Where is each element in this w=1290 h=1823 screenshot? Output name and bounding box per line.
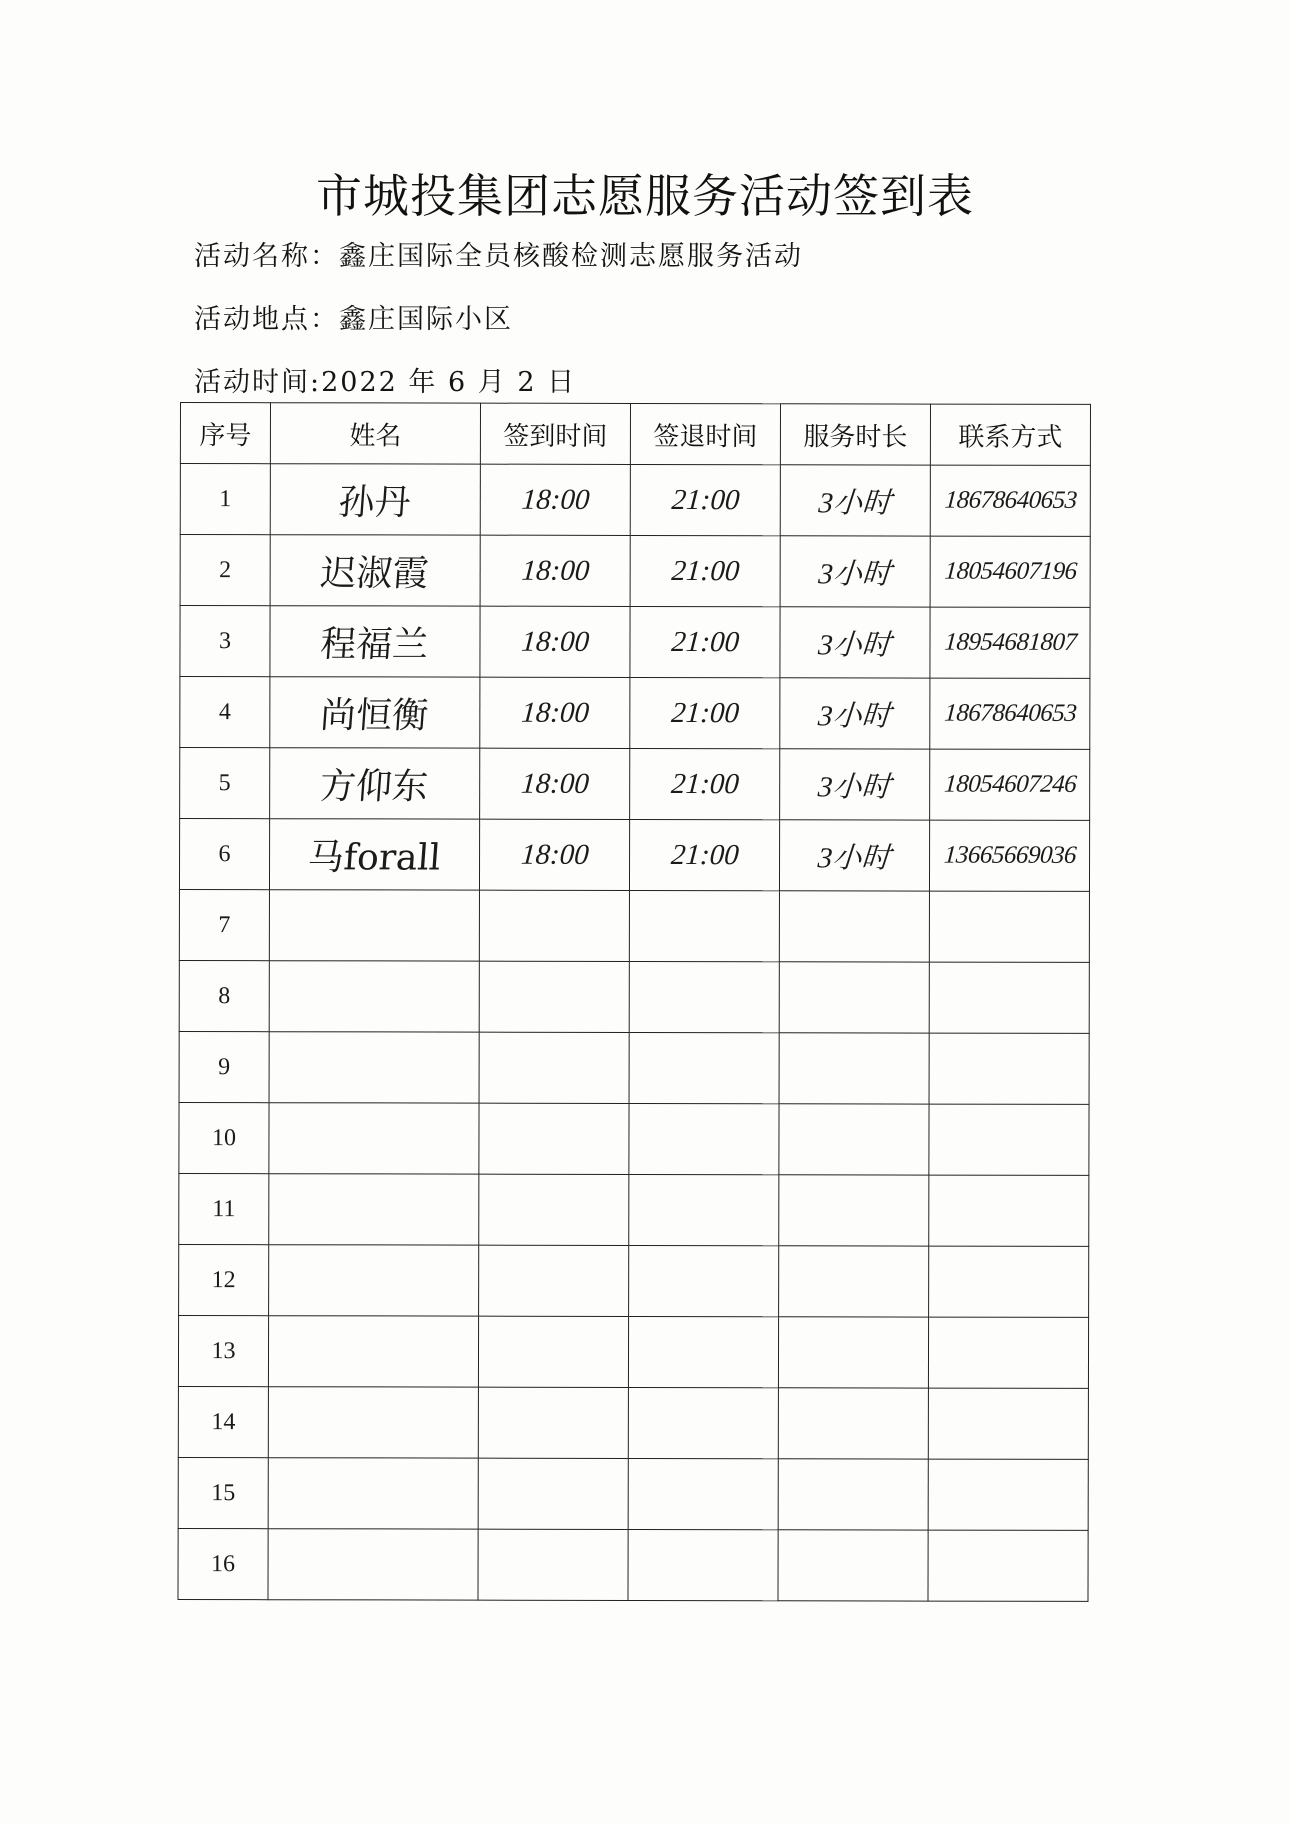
cell-duration <box>779 891 929 962</box>
cell-duration <box>778 1317 928 1388</box>
cell-sign-in <box>478 1458 628 1529</box>
cell-contact <box>929 1104 1089 1175</box>
cell-index <box>179 1173 269 1244</box>
cell-name <box>270 535 480 606</box>
cell-contact <box>928 1388 1088 1459</box>
cell-duration <box>779 1175 929 1246</box>
cell-contact <box>929 820 1089 891</box>
cell-index <box>178 1457 268 1528</box>
cell-contact-text: 18678640653 <box>942 699 1077 727</box>
cell-duration <box>779 1246 929 1317</box>
cell-name <box>270 748 480 819</box>
cell-sign-out <box>628 1387 778 1458</box>
cell-duration <box>780 536 930 607</box>
cell-sign-out <box>630 464 780 535</box>
cell-name <box>270 677 480 748</box>
cell-sign-out <box>628 1316 778 1387</box>
cell-duration-text: 3小时 <box>817 486 893 519</box>
cell-name <box>268 1529 478 1600</box>
cell-duration <box>779 820 929 891</box>
table-row <box>178 1315 1088 1388</box>
cell-contact <box>928 1317 1088 1388</box>
cell-duration <box>779 1104 929 1175</box>
cell-contact-text: 18054607246 <box>942 770 1077 798</box>
cell-contact-text: 18954681807 <box>943 628 1078 656</box>
activity-time: 活动时间:2022 年 6 月 2 日 <box>194 367 577 398</box>
cell-name-text: 孙丹 <box>337 481 413 523</box>
cell-index-text: 13 <box>211 1337 236 1364</box>
cell-index <box>179 1244 269 1315</box>
cell-index <box>178 1528 268 1599</box>
cell-name <box>268 1458 478 1529</box>
cell-index <box>179 819 269 890</box>
table-row <box>178 1528 1088 1601</box>
table-row <box>179 960 1089 1033</box>
cell-duration-text: 3小时 <box>817 628 893 661</box>
cell-sign-out <box>629 819 779 890</box>
cell-index-text: 3 <box>218 627 232 654</box>
table-row <box>179 1244 1089 1317</box>
cell-duration-text: 3小时 <box>817 557 893 590</box>
cell-duration <box>778 1459 928 1530</box>
cell-name <box>269 819 479 890</box>
cell-sign-out <box>630 748 780 819</box>
header-duration: 服务时长 <box>780 404 930 465</box>
cell-contact <box>929 1033 1089 1104</box>
cell-index-text: 12 <box>211 1266 236 1293</box>
table-row <box>180 606 1090 679</box>
cell-sign-in <box>478 1387 628 1458</box>
cell-index-text: 15 <box>211 1479 236 1506</box>
cell-sign-out <box>628 1458 778 1529</box>
cell-sign-in-text: 18:00 <box>519 696 590 729</box>
cell-sign-in <box>479 1103 629 1174</box>
cell-sign-in <box>479 961 629 1032</box>
cell-name <box>270 606 480 677</box>
cell-name <box>269 1174 479 1245</box>
cell-contact-text: 18678640653 <box>943 486 1078 514</box>
table-row <box>179 890 1089 963</box>
cell-index <box>180 748 270 819</box>
cell-contact <box>928 1530 1088 1601</box>
cell-sign-in <box>479 1032 629 1103</box>
cell-duration-text: 3小时 <box>817 770 892 803</box>
cell-index <box>180 535 270 606</box>
cell-index-text: 10 <box>211 1124 236 1151</box>
cell-index <box>179 1031 269 1102</box>
cell-contact <box>929 1175 1089 1246</box>
cell-duration <box>779 962 929 1033</box>
cell-index <box>180 464 270 535</box>
cell-duration-text: 3小时 <box>816 841 892 874</box>
cell-sign-in-text: 18:00 <box>520 625 591 658</box>
cell-sign-in <box>479 1174 629 1245</box>
cell-sign-out <box>629 1032 779 1103</box>
table-row <box>180 464 1090 537</box>
cell-sign-out <box>628 1529 778 1600</box>
cell-sign-in <box>480 677 630 748</box>
cell-sign-in <box>480 535 630 606</box>
cell-duration <box>780 749 930 820</box>
cell-sign-out <box>630 677 780 748</box>
cell-duration <box>780 607 930 678</box>
cell-name-text: 方仰东 <box>318 765 430 808</box>
cell-index-text: 6 <box>218 840 231 867</box>
cell-sign-out <box>629 961 779 1032</box>
cell-sign-out <box>629 1103 779 1174</box>
table-row <box>179 1173 1089 1246</box>
cell-duration-text: 3小时 <box>817 699 893 732</box>
header-contact: 联系方式 <box>930 404 1090 465</box>
cell-sign-out-text: 21:00 <box>669 838 740 871</box>
cell-contact <box>930 607 1090 678</box>
cell-index <box>179 890 269 961</box>
cell-sign-in <box>479 819 629 890</box>
cell-contact <box>928 1459 1088 1530</box>
table-row <box>179 819 1089 892</box>
table-row <box>178 1457 1088 1530</box>
table-row <box>180 535 1090 608</box>
cell-index-text: 7 <box>218 911 231 938</box>
cell-name <box>269 1032 479 1103</box>
cell-name <box>268 1387 478 1458</box>
header-index: 序号 <box>180 403 270 464</box>
table-row <box>180 677 1090 750</box>
table-row <box>179 1102 1089 1175</box>
cell-sign-out-text: 21:00 <box>670 625 741 658</box>
cell-name-text: 迟淑霞 <box>319 552 431 595</box>
cell-index <box>178 1315 268 1386</box>
cell-name <box>269 890 479 961</box>
cell-sign-out <box>630 535 780 606</box>
table-row <box>180 748 1090 821</box>
cell-sign-in <box>479 1245 629 1316</box>
cell-name <box>270 464 480 535</box>
cell-name <box>269 961 479 1032</box>
cell-contact <box>930 678 1090 749</box>
cell-index-text: 1 <box>219 485 232 512</box>
cell-duration <box>778 1388 928 1459</box>
cell-index <box>180 606 270 677</box>
cell-sign-in-text: 18:00 <box>520 483 591 516</box>
cell-contact <box>929 962 1089 1033</box>
cell-duration <box>779 1033 929 1104</box>
cell-sign-in <box>478 1529 628 1600</box>
cell-contact <box>930 536 1090 607</box>
header-sign-in: 签到时间 <box>480 403 630 464</box>
cell-name-text: 马forall <box>306 836 443 879</box>
cell-duration <box>780 678 930 749</box>
cell-sign-in <box>479 890 629 961</box>
activity-name: 活动名称：鑫庄国际全员核酸检测志愿服务活动 <box>194 241 803 272</box>
activity-location: 活动地点：鑫庄国际小区 <box>194 304 513 335</box>
cell-sign-out <box>630 606 780 677</box>
cell-name-text: 尚恒衡 <box>319 694 431 737</box>
cell-contact <box>930 749 1090 820</box>
cell-index <box>179 1102 269 1173</box>
cell-sign-out-text: 21:00 <box>670 554 741 587</box>
cell-sign-in <box>480 606 630 677</box>
cell-name <box>268 1316 478 1387</box>
cell-sign-out <box>629 1245 779 1316</box>
header-sign-out: 签退时间 <box>630 403 780 464</box>
cell-duration <box>778 1530 928 1601</box>
cell-sign-in-text: 18:00 <box>519 838 590 871</box>
cell-sign-in-text: 18:00 <box>519 767 590 800</box>
cell-name <box>269 1245 479 1316</box>
cell-index <box>178 1386 268 1457</box>
cell-sign-in-text: 18:00 <box>520 554 591 587</box>
cell-index-text: 4 <box>218 698 231 725</box>
cell-sign-in <box>480 748 630 819</box>
header-name: 姓名 <box>270 403 480 464</box>
cell-index-text: 5 <box>218 769 231 796</box>
cell-name <box>269 1103 479 1174</box>
cell-index-text: 2 <box>219 556 232 583</box>
cell-sign-out <box>629 1174 779 1245</box>
cell-contact-text: 13665669036 <box>942 841 1077 869</box>
table-header-row <box>180 403 1090 466</box>
cell-sign-in <box>480 464 630 535</box>
cell-index-text: 11 <box>212 1195 236 1222</box>
cell-index-text: 8 <box>218 982 231 1009</box>
cell-index-text: 16 <box>211 1550 236 1577</box>
cell-sign-in <box>478 1316 628 1387</box>
cell-index <box>180 677 270 748</box>
cell-sign-out-text: 21:00 <box>670 483 741 516</box>
cell-sign-out <box>629 890 779 961</box>
cell-contact <box>930 465 1090 536</box>
cell-contact-text: 18054607196 <box>943 557 1078 585</box>
table-row <box>178 1386 1088 1459</box>
sign-in-table <box>177 402 1091 1602</box>
cell-sign-out-text: 21:00 <box>669 767 740 800</box>
cell-index <box>179 960 269 1031</box>
cell-duration <box>780 465 930 536</box>
table-row <box>179 1031 1089 1104</box>
page-title: 市城投集团志愿服务活动签到表 <box>316 169 974 223</box>
cell-sign-out-text: 21:00 <box>669 696 740 729</box>
cell-contact <box>929 1246 1089 1317</box>
cell-index-text: 9 <box>218 1053 231 1080</box>
cell-index-text: 14 <box>211 1408 236 1435</box>
cell-contact <box>929 891 1089 962</box>
cell-name-text: 程福兰 <box>319 623 431 666</box>
